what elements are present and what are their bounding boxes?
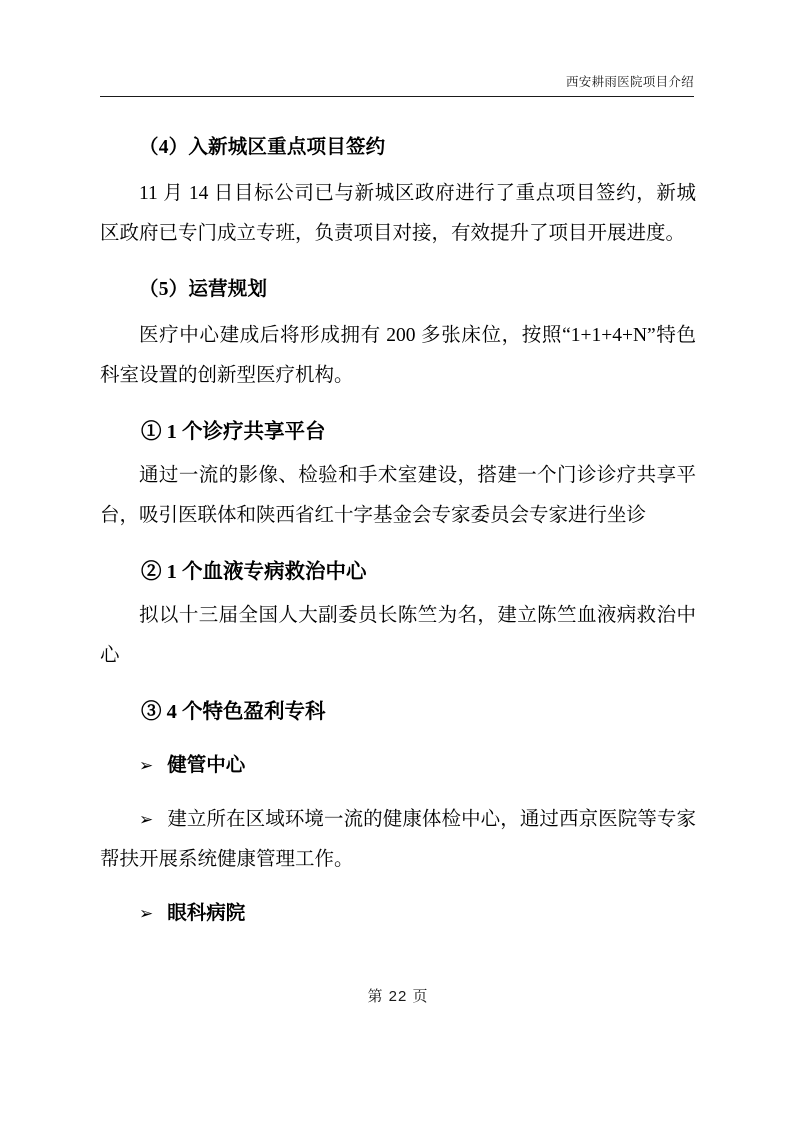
bullet-health-center-detail-text: 建立所在区域环境一流的健康体检中心，通过西京医院等专家帮扶开展系统健康管理工作。	[100, 809, 696, 870]
spacer	[100, 542, 696, 552]
bullet-health-center-detail	[100, 800, 696, 880]
document-body	[100, 128, 696, 938]
spacer	[100, 790, 696, 800]
header-divider	[100, 96, 694, 97]
section-heading-4: （4）入新城区重点项目签约	[139, 137, 386, 158]
page-header-title: 西安耕雨医院项目介绍	[565, 75, 694, 89]
arrow-bullet-icon: ➢	[139, 904, 154, 923]
spacer	[100, 884, 696, 894]
section-heading-5: （5）运营规划	[139, 279, 268, 300]
page-footer: 第 22 页	[367, 988, 429, 1005]
spacer	[100, 736, 696, 746]
arrow-bullet-icon: ➢	[139, 756, 154, 775]
spacer	[100, 402, 696, 412]
subheading-blood-center: ② 1 个血液专病救治中心	[141, 561, 367, 583]
spacer	[100, 682, 696, 692]
bullet-health-center	[100, 746, 696, 786]
bullet-health-center-label: 健管中心	[167, 755, 246, 776]
arrow-bullet-icon: ➢	[139, 810, 154, 829]
paragraph-blood-center: 拟以十三届全国人大副委员长陈竺为名，建立陈竺血液病救治中心	[100, 605, 696, 666]
subheading-platform: ① 1 个诊疗共享平台	[141, 421, 326, 443]
bullet-eye-hospital	[100, 894, 696, 934]
paragraph-platform: 通过一流的影像、检验和手术室建设，搭建一个门诊诊疗共享平台，吸引医联体和陕西省红十字基金会专家委员会专家进行坐诊	[100, 465, 696, 526]
subheading-specialties: ③ 4 个特色盈利专科	[141, 701, 326, 723]
bullet-eye-hospital-label: 眼科病院	[167, 903, 246, 924]
paragraph-operation-plan: 医疗中心建成后将形成拥有 200 多张床位，按照“1+1+4+N”特色科室设置的创新型医疗机构。	[100, 325, 696, 386]
spacer	[100, 260, 696, 270]
paragraph-signing: 11 月 14 日目标公司已与新城区政府进行了重点项目签约，新城区政府已专门成立专班，负责项目对接，有效提升了项目开展进度。	[100, 183, 696, 244]
